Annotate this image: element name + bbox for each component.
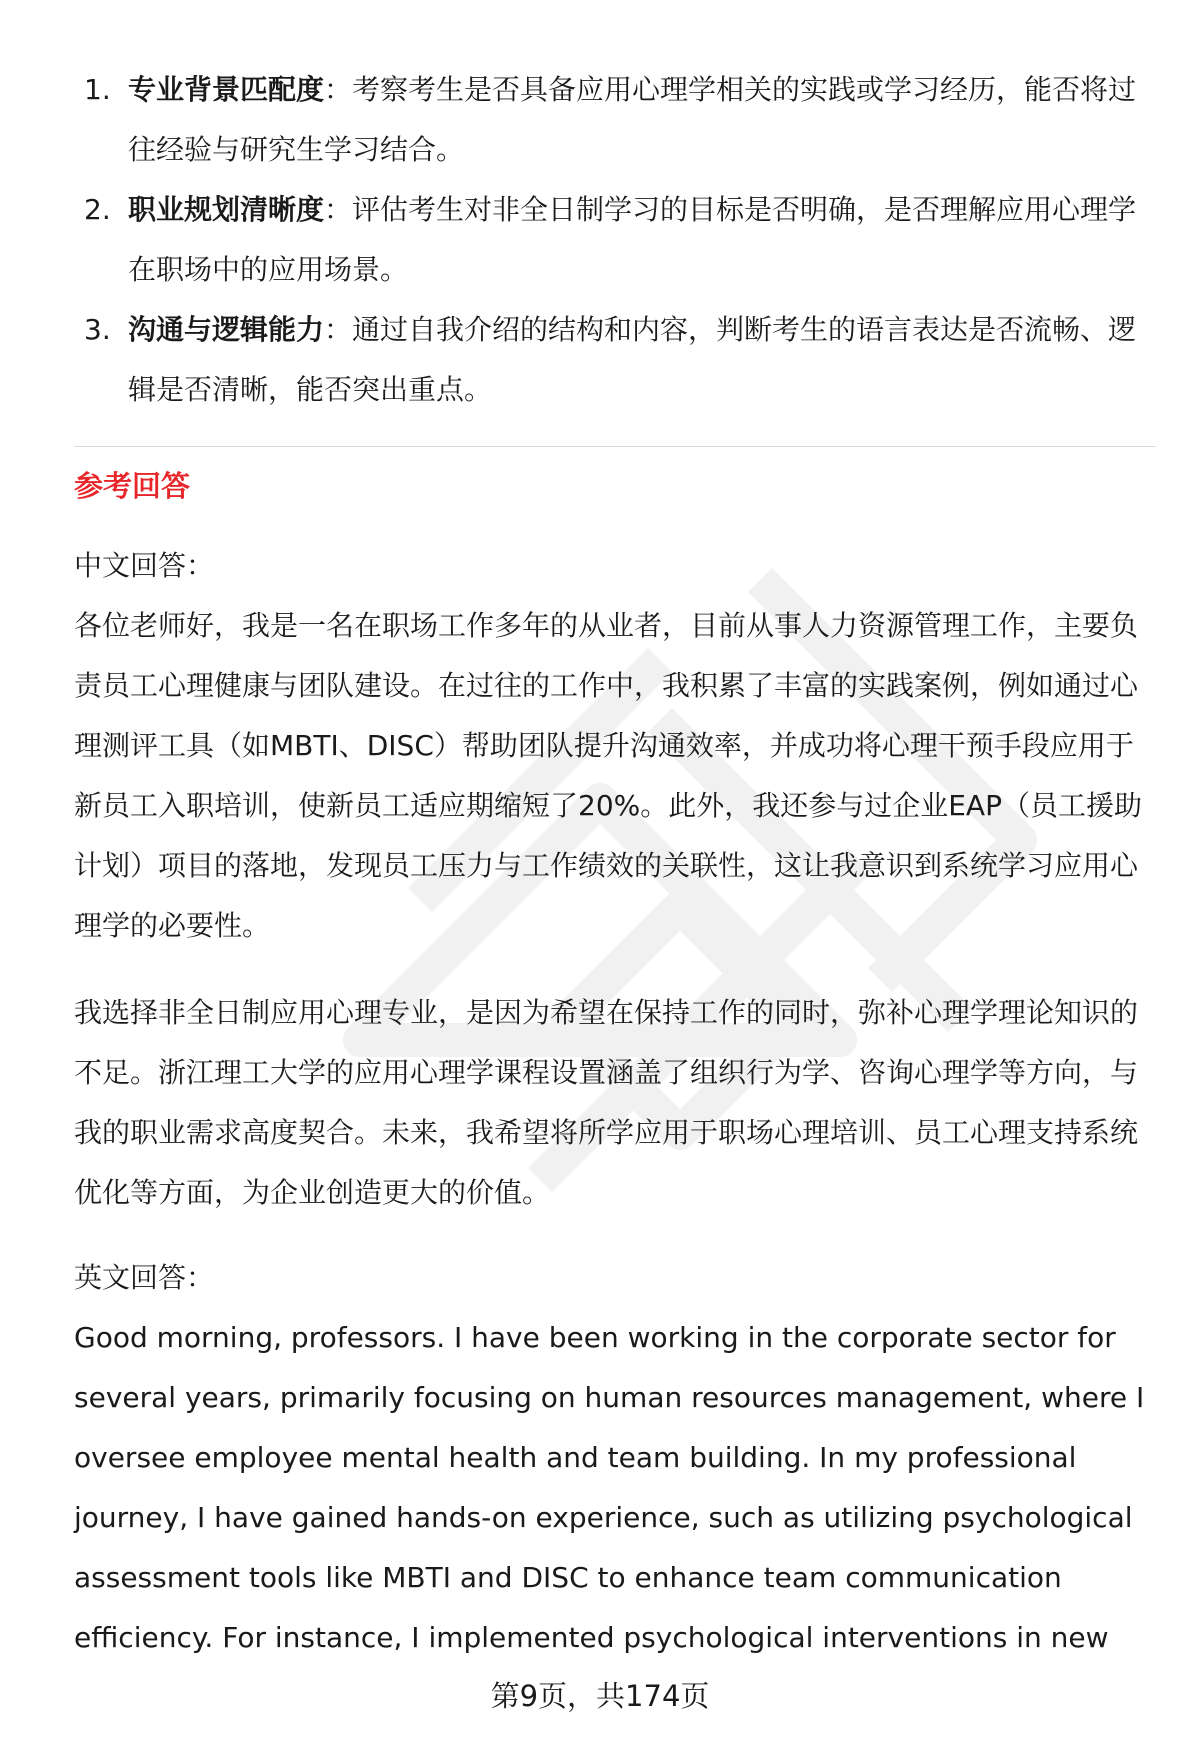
chinese-answer-paragraph-1: 各位老师好，我是一名在职场工作多年的从业者，目前从事人力资源管理工作，主要负责员工心理健康与团队建设。在过往的工作中，我积累了丰富的实践案例，例如通过心理测评工具（如MBTI、DISC）帮助团队提升沟通效率，并成功将心理干预手段应用于新员工入职培训，使新员工适应期缩短了20%。此外，我还参与过企业EAP（员工援助计划）项目的落地，发现员工压力与工作绩效的关联性，这让我意识到系统学习应用心理学的必要性。 — [74, 609, 1142, 942]
criterion-term: 职业规划清晰度 — [128, 193, 325, 226]
criterion-number: 2. — [84, 193, 111, 226]
criterion-separator: ： — [324, 193, 353, 226]
section-divider — [74, 446, 1156, 447]
criterion-text: 评估考生对非全日制学习的目标是否明确，是否理解应用心理学在职场中的应用场景。 — [128, 193, 1137, 286]
criterion-number: 3. — [84, 313, 111, 346]
evaluation-criteria-list — [74, 60, 1144, 420]
reference-answer-heading: 参考回答 — [74, 469, 191, 503]
chinese-answer-label: 中文回答： — [74, 549, 215, 582]
criterion-item — [74, 180, 1144, 300]
criterion-text: 通过自我介绍的结构和内容，判断考生的语言表达是否流畅、逻辑是否清晰，能否突出重点。 — [128, 313, 1137, 406]
criterion-term: 专业背景匹配度 — [128, 73, 325, 106]
criterion-item — [74, 300, 1144, 420]
chinese-answer-paragraph-2: 我选择非全日制应用心理专业，是因为希望在保持工作的同时，弥补心理学理论知识的不足。浙江理工大学的应用心理学课程设置涵盖了组织行为学、咨询心理学等方向，与我的职业需求高度契合。未来，我希望将所学应用于职场心理培训、员工心理支持系统优化等方面，为企业创造更大的价值。 — [74, 996, 1139, 1209]
criterion-term: 沟通与逻辑能力 — [128, 313, 325, 346]
criterion-item — [74, 60, 1144, 180]
criterion-number: 1. — [84, 73, 111, 106]
page-number-footer: 第9页，共174页 — [490, 1679, 710, 1713]
english-answer-label: 英文回答： — [74, 1261, 215, 1294]
criterion-separator: ： — [324, 73, 353, 106]
criterion-separator: ： — [324, 313, 353, 346]
criterion-text: 考察考生是否具备应用心理学相关的实践或学习经历，能否将过往经验与研究生学习结合。 — [128, 73, 1137, 166]
english-answer-paragraph: Good morning, professors. I have been working in the corporate sector for several years, primarily focusing on human resources management, where I oversee employee mental health and team building. In my professional journey, I have gained hands-on experience, such as utilizing psychological assessment tools like MBTI and DISC to enhance team communication efficiency. For instance, I implemented psychological interventions in new — [74, 1321, 1145, 1654]
